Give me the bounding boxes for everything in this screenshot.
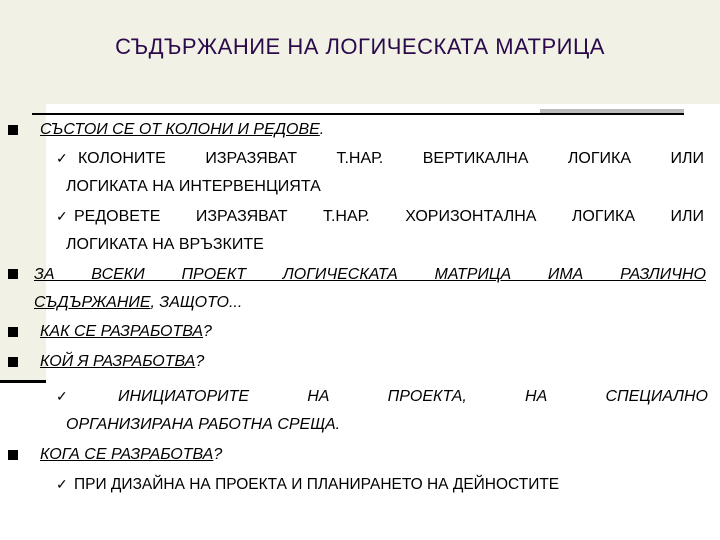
- bullet-1: СЪСТОИ СЕ ОТ КОЛОНИ И РЕДОВЕ.: [40, 121, 325, 138]
- check-icon: ✓: [56, 150, 68, 166]
- check-icon: ✓: [56, 476, 68, 492]
- sub-4-line-1: ИНИЦИАТОРИТЕ НА ПРОЕКТА, НА СПЕЦИАЛНО: [118, 388, 708, 405]
- sub-1-line-2: ЛОГИКАТА НА ИНТЕРВЕНЦИЯТА: [66, 178, 321, 195]
- check-icon: ✓: [56, 208, 68, 224]
- square-bullet-icon: [8, 357, 18, 367]
- bullet-4: КОЙ Я РАЗРАБОТВА?: [40, 353, 205, 370]
- bullet-5: КОГА СЕ РАЗРАБОТВА?: [40, 446, 223, 463]
- sub-4-line-2: ОРГАНИЗИРАНА РАБОТНА СРЕЩА.: [66, 416, 341, 433]
- left-rule: [0, 380, 46, 383]
- bullet-2-line-1: ЗА ВСЕКИ ПРОЕКТ ЛОГИЧЕСКАТА МАТРИЦА ИМА РАЗЛИЧНО: [34, 266, 706, 283]
- square-bullet-icon: [8, 269, 18, 279]
- bullet-2-line-2: СЪДЪРЖАНИЕ, ЗАЩОТО...: [34, 294, 243, 311]
- slide-title: СЪДЪРЖАНИЕ НА ЛОГИЧЕСКАТА МАТРИЦА: [115, 34, 605, 59]
- sub-2-line-2: ЛОГИКАТА НА ВРЪЗКИТЕ: [66, 236, 264, 253]
- square-bullet-icon: [8, 450, 18, 460]
- check-icon: ✓: [56, 388, 68, 404]
- square-bullet-icon: [8, 125, 18, 135]
- sub-1-line-1: КОЛОНИТЕ ИЗРАЗЯВАТ Т.НАР. ВЕРТИКАЛНА ЛОГИКА ИЛИ: [78, 150, 704, 167]
- bullet-3: КАК СЕ РАЗРАБОТВА?: [40, 323, 212, 340]
- sub-5-line-1: ПРИ ДИЗАЙНА НА ПРОЕКТА И ПЛАНИРАНЕТО НА ДЕЙНОСТИТЕ: [74, 476, 560, 493]
- sub-2-line-1: РЕДОВЕТЕ ИЗРАЗЯВАТ Т.НАР. ХОРИЗОНТАЛНА ЛОГИКА ИЛИ: [74, 208, 704, 225]
- title-rule: [32, 113, 684, 115]
- square-bullet-icon: [8, 327, 18, 337]
